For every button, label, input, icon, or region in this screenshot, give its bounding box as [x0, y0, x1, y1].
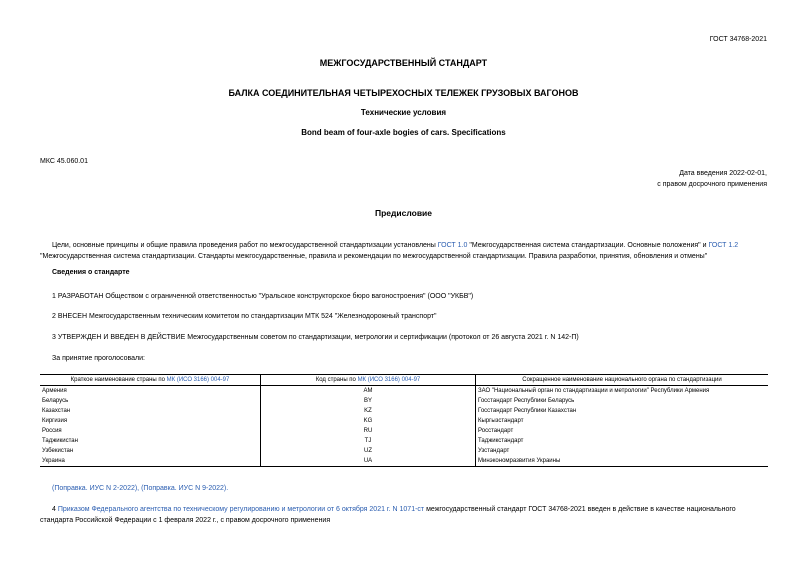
item-number: 4: [52, 506, 58, 513]
body-cell: ЗАО "Национальный орган по стандартизации и метрологии" Республики Армения: [476, 386, 769, 397]
introduction-date: [657, 168, 767, 190]
item-text: межгосударственный стандарт ГОСТ 34768-2021 введен в действие в качестве национального стандарта Российской Федерации с 1 февраля 2022 г., с правом досрочного применения: [40, 506, 736, 524]
introduction-date-line: Дата введения 2022-02-01,: [679, 170, 767, 177]
code-cell: BY: [261, 396, 476, 406]
document-code: ГОСТ 34768-2021: [709, 36, 767, 43]
approved-item: 3 УТВЕРЖДЕН И ВВЕДЕН В ДЕЙСТВИЕ Межгосударственным советом по стандартизации, метрологии и сертификации (протокол от 26 августа 2021 г. N 142-П): [52, 334, 579, 341]
code-cell: UZ: [261, 446, 476, 456]
country-cell: Киргизия: [42, 418, 68, 424]
preface-text: "Межгосударственная система стандартизации. Стандарты межгосударственные, правила и рекомендации по межгосударственной стандартизации. Правила разработки, принятия, обновления и отмены": [40, 253, 708, 260]
country-name-header: [40, 375, 261, 386]
body-cell: Госстандарт Республики Беларусь: [476, 396, 769, 406]
amendment-text: (: [52, 485, 55, 492]
gost-1-2-link[interactable]: ГОСТ 1.2: [708, 242, 739, 249]
amendment-text: . ИУС N 2-2022), (: [85, 485, 144, 492]
voted-label: За принятие проголосовали:: [52, 355, 145, 362]
code-cell: KG: [261, 416, 476, 426]
national-body-header: Сокращенное наименование национального органа по стандартизации: [476, 375, 769, 386]
table-row: [40, 446, 768, 456]
body-cell: Минэкономразвития Украины: [476, 456, 769, 467]
preface-heading: Предисловие: [374, 208, 433, 218]
country-cell: Украина: [40, 456, 261, 467]
body-cell: Узстандарт: [476, 446, 769, 456]
document-subtitle: Технические условия: [360, 108, 447, 117]
voting-countries-table: [40, 374, 768, 467]
country-cell: Узбекистан: [42, 448, 74, 454]
body-cell: Госстандарт Республики Казахстан: [476, 406, 769, 416]
standard-info-heading: Сведения о стандарте: [52, 269, 130, 276]
rosstandart-order-link[interactable]: Приказом Федерального агентства по техническому регулированию и метрологии от 6 октября 2021 г. N 1071-ст: [57, 506, 425, 513]
country-cell: Армения: [42, 388, 67, 394]
table-header-row: [40, 375, 768, 386]
country-cell: Россия: [42, 428, 62, 434]
table-row: [40, 416, 768, 426]
amendment-text: . ИУС N 9-2022).: [174, 485, 229, 492]
preface-paragraph: [40, 240, 770, 262]
country-cell: Таджикистан: [42, 438, 78, 444]
body-cell: Росстандарт: [476, 426, 769, 436]
country-code-header: [261, 375, 476, 386]
code-cell: UA: [261, 456, 476, 467]
amendments-note: [52, 483, 228, 494]
code-cell: TJ: [261, 436, 476, 446]
body-cell: Кыргызстандарт: [476, 416, 769, 426]
document-title-english: Bond beam of four-axle bogies of cars. Specifications: [301, 128, 506, 137]
table-row: [40, 396, 768, 406]
standard-type: МЕЖГОСУДАРСТВЕННЫЙ СТАНДАРТ: [319, 58, 488, 68]
code-cell: KZ: [261, 406, 476, 416]
table-row: [40, 436, 768, 446]
country-cell: Беларусь: [42, 398, 69, 404]
preface-text: Цели, основные принципы и общие правила проведения работ по межгосударственной стандартизации установлены: [52, 242, 438, 249]
developed-by-item: 1 РАЗРАБОТАН Обществом с ограниченной ответственностью "Уральское конструкторское бюро вагоностроения" (ООО "УКБВ"): [52, 293, 474, 300]
preface-text: "Межгосударственная система стандартизации. Основные положения" и: [467, 242, 709, 249]
mk-iso-link[interactable]: МК (ИСО 3166) 004-97: [166, 377, 230, 383]
code-cell: RU: [261, 426, 476, 436]
table-row: [40, 456, 768, 467]
gost-1-0-link[interactable]: ГОСТ 1.0: [437, 242, 468, 249]
country-cell: Казахстан: [42, 408, 71, 414]
amendment-link[interactable]: Поправка: [143, 485, 175, 492]
code-cell: AM: [261, 386, 476, 397]
header-text: Код страны по: [315, 377, 358, 383]
header-text: Краткое наименование страны по: [70, 377, 167, 383]
amendment-link[interactable]: Поправка: [54, 485, 86, 492]
table-row: [40, 406, 768, 416]
body-cell: Таджикстандарт: [476, 436, 769, 446]
document-title: БАЛКА СОЕДИНИТЕЛЬНАЯ ЧЕТЫРЕХОСНЫХ ТЕЛЕЖЕК ГРУЗОВЫХ ВАГОНОВ: [228, 88, 579, 98]
submitted-by-item: 2 ВНЕСЕН Межгосударственным техническим комитетом по стандартизации МТК 524 "Железнодорожный транспорт": [52, 313, 437, 320]
table-row: [40, 386, 768, 397]
mks-code: МКС 45.060.01: [40, 158, 88, 165]
early-application-note: с правом досрочного применения: [657, 181, 767, 188]
introduced-into-force-item: [40, 504, 770, 526]
table-row: [40, 426, 768, 436]
mk-iso-link[interactable]: МК (ИСО 3166) 004-97: [357, 377, 421, 383]
